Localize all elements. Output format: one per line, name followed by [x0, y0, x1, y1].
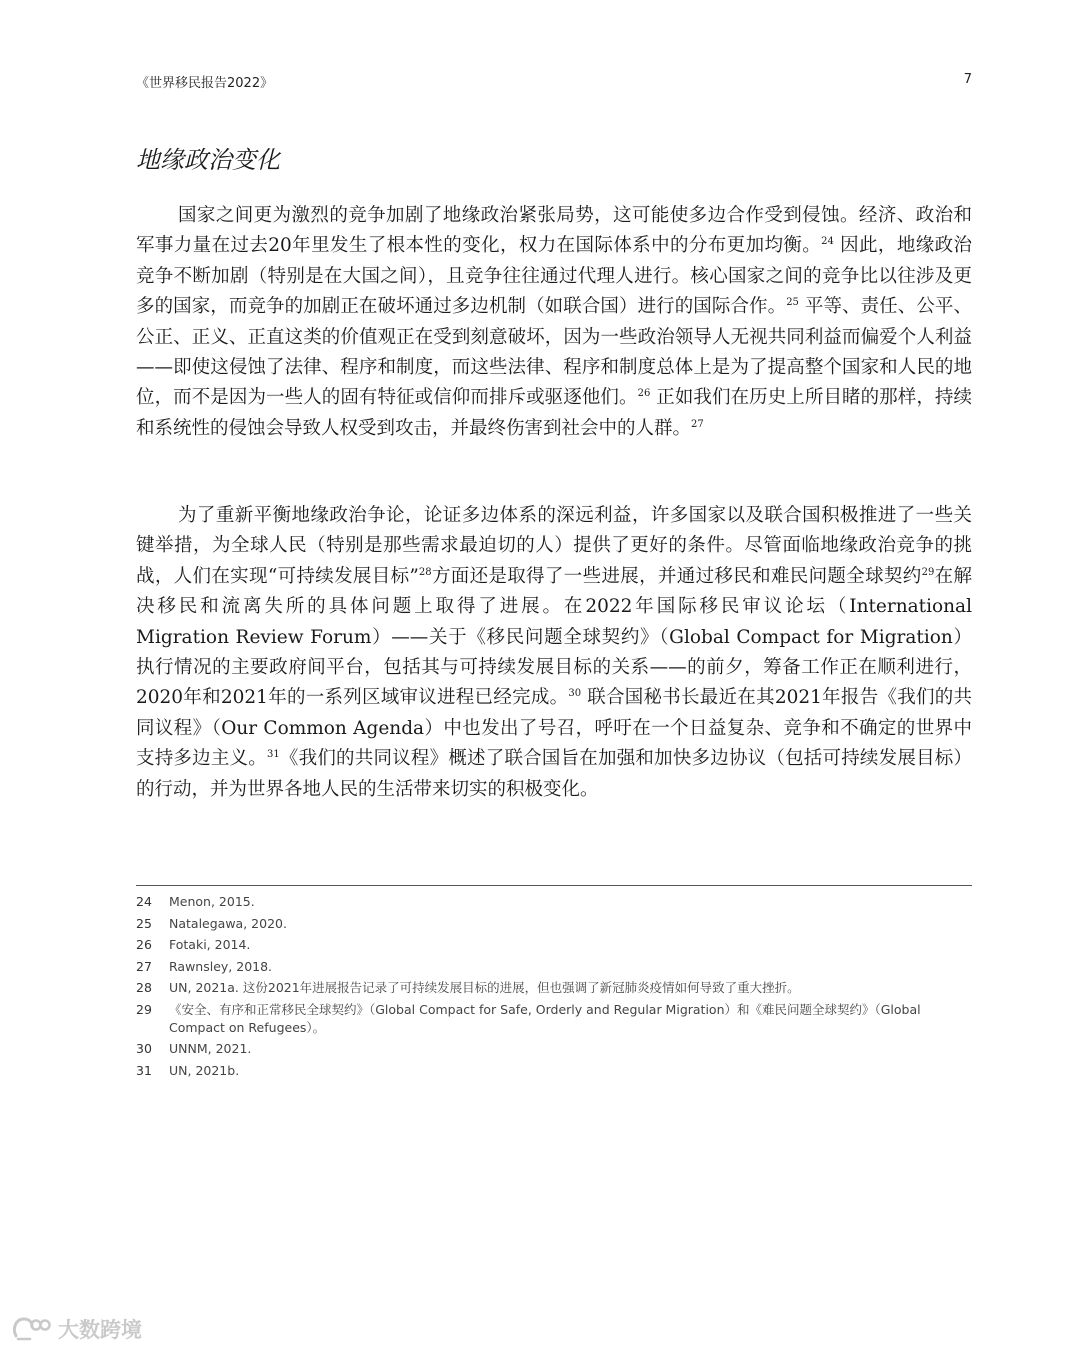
paragraph-text: 正如我们在历史上所目睹的那样，持续和系统性的侵蚀会导致人权受到攻击，并最终伤害到社会中的人群。	[136, 387, 972, 439]
body-paragraph-1	[136, 201, 972, 444]
paragraph-text: 平等、责任、公平、公正、正义、正直这类的价值观正在受到刻意破坏，因为一些政治领导人无视共同利益而偏爱个人利益——即使这侵蚀了法律、程序和制度，而这些法律、程序和制度总体上是为了提高整个国家和人民的地位，而不是因为一些人的固有特征或信仰而排斥或驱逐他们。	[136, 296, 972, 409]
watermark-logo-icon	[10, 1314, 52, 1344]
footnote-text: Rawnsley, 2018.	[169, 958, 273, 974]
footnote-ref-26[interactable]: 26	[637, 388, 651, 400]
watermark	[10, 1314, 142, 1344]
footnote-number: 24	[136, 894, 152, 909]
page-number: 7	[963, 72, 972, 87]
footnote-text: UN, 2021b.	[169, 1062, 240, 1078]
footnote-item	[136, 893, 972, 911]
paragraph-text: 方面还是取得了一些进展，并通过移民和难民问题全球契约	[431, 565, 922, 587]
footnote-text: Natalegawa, 2020.	[169, 915, 287, 931]
paragraph-text: 在解决移民和流离失所的具体问题上取得了进展。在2022年国际移民审议论坛（International Migration Review Forum）——关于《移民问题全球契约》（Global Compact for Migration）执行情况的主要政府间平台，包括其与可持续发展目标的关系——的前夕，筹备工作正在顺利进行，2020年和2021年的一系列区域审议进程已经完成。	[136, 565, 972, 709]
footnote-text: UNNM, 2021.	[169, 1041, 252, 1057]
footnote-item	[136, 936, 972, 954]
paragraph-text: 国家之间更为激烈的竞争加剧了地缘政治紧张局势，这可能使多边合作受到侵蚀。经济、政治和军事力量在过去20年里发生了根本性的变化，权力在国际体系中的分布更加均衡。	[136, 205, 972, 257]
footnote-number: 26	[136, 937, 152, 953]
footnote-ref-24[interactable]: 24	[821, 236, 834, 248]
footnote-item	[136, 1062, 972, 1080]
running-header-title: 《世界移民报告2022》	[136, 76, 274, 91]
footnote-text: Fotaki, 2014.	[169, 937, 251, 953]
footnote-ref-28[interactable]: 28	[418, 566, 432, 578]
watermark-text: 大数跨境	[58, 1318, 142, 1342]
footnote-number: 29	[136, 1001, 152, 1017]
footnotes-list	[136, 893, 972, 1083]
footnote-item	[136, 979, 972, 997]
footnote-number: 31	[136, 1062, 152, 1078]
body-paragraph-2	[136, 501, 972, 805]
section-title: 地缘政治变化	[136, 146, 280, 174]
footnote-ref-25[interactable]: 25	[786, 297, 799, 309]
footnote-text: 《安全、有序和正常移民全球契约》（Global Compact for Safe, Orderly and Regular Migration）和《难民问题全球契约》（Global Compact on Refugees）。	[169, 1001, 921, 1035]
paragraph-text: 为了重新平衡地缘政治争论，论证多边体系的深远利益，许多国家以及联合国积极推进了一些关键举措，为全球人民（特别是那些需求最迫切的人）提供了更好的条件。尽管面临地缘政治竞争的挑战，人们在实现“可持续发展目标”	[136, 505, 972, 587]
footnote-ref-30[interactable]: 30	[568, 688, 582, 700]
footnote-number: 25	[136, 915, 152, 931]
paragraph-text: 《我们的共同议程》概述了联合国旨在加强和加快多边协议（包括可持续发展目标）的行动，并为世界各地人民的生活带来切实的积极变化。	[136, 748, 972, 800]
footnote-ref-29[interactable]: 29	[921, 566, 935, 578]
footnote-number: 27	[136, 958, 152, 974]
footnote-item	[136, 1040, 972, 1058]
footnote-text: UN, 2021a. 这份2021年进展报告记录了可持续发展目标的进展，但也强调了新冠肺炎疫情如何导致了重大挫折。	[169, 980, 800, 996]
footnote-ref-31[interactable]: 31	[266, 749, 280, 761]
footnote-divider	[136, 885, 972, 886]
footnote-item	[136, 915, 972, 933]
footnote-item	[136, 1001, 972, 1036]
paragraph-text: 联合国秘书长最近在其2021年报告《我们的共同议程》（Our Common Agenda）中也发出了号召，呼吁在一个日益复杂、竞争和不确定的世界中支持多边主义。	[136, 687, 972, 770]
footnote-number: 30	[136, 1041, 152, 1057]
footnote-number: 28	[136, 980, 152, 996]
footnote-text: Menon, 2015.	[169, 894, 255, 909]
paragraph-text: 因此，地缘政治竞争不断加剧（特别是在大国之间），且竞争往往通过代理人进行。核心国家之间的竞争比以往涉及更多的国家，而竞争的加剧正在破坏通过多边机制（如联合国）进行的国际合作。	[136, 235, 972, 318]
footnote-ref-27[interactable]: 27	[691, 418, 704, 430]
footnote-item	[136, 958, 972, 976]
